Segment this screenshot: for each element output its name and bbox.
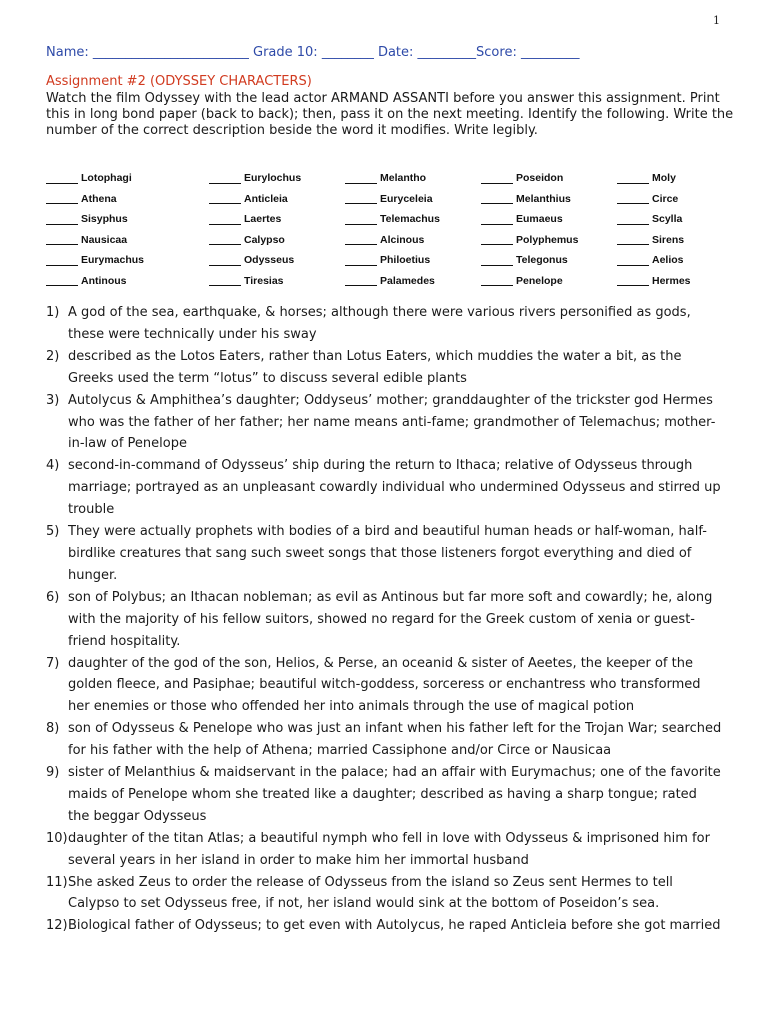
assignment-title: Assignment #2 (ODYSSEY CHARACTERS) (46, 74, 312, 89)
character-entry (46, 271, 209, 292)
character-name: Sisyphus (81, 213, 128, 226)
answer-blank[interactable] (617, 255, 649, 266)
description-item (46, 653, 722, 719)
character-entry (345, 250, 481, 271)
character-entry (46, 168, 209, 189)
answer-blank[interactable] (481, 234, 513, 245)
character-entry (617, 230, 746, 251)
description-item (46, 455, 722, 521)
description-text: son of Polybus; an Ithacan nobleman; as evil as Antinous but far more soft and cowardly; he, along with the majority of his fellow suitors, showed no regard for the Greek custom of xenia or guest-friend hospitality. (68, 589, 713, 649)
description-item (46, 828, 722, 872)
description-text: A god of the sea, earthquake, & horses; although there were various rivers personified as gods, these were technically under his sway (68, 305, 691, 342)
answer-blank[interactable] (617, 214, 649, 225)
answer-blank[interactable] (617, 275, 649, 286)
description-text: Biological father of Odysseus; to get even with Autolycus, he raped Anticleia before she got married (68, 918, 721, 934)
answer-blank[interactable] (345, 255, 377, 266)
description-item (46, 872, 722, 916)
character-entry (209, 209, 345, 230)
character-name: Telemachus (380, 213, 440, 226)
description-number: 2) (46, 348, 60, 364)
character-name: Aelios (652, 254, 684, 267)
character-name: Nausicaa (81, 233, 128, 246)
description-item (46, 302, 722, 346)
character-entry (617, 250, 746, 271)
character-entry (481, 209, 617, 230)
answer-blank[interactable] (209, 255, 241, 266)
character-name: Anticleia (244, 192, 288, 205)
answer-blank[interactable] (209, 193, 241, 204)
character-entry (481, 168, 617, 189)
answer-blank[interactable] (209, 214, 241, 225)
character-entry (209, 168, 345, 189)
answer-blank[interactable] (46, 214, 78, 225)
answer-blank[interactable] (345, 275, 377, 286)
description-number: 4) (46, 458, 60, 474)
description-text: daughter of the titan Atlas; a beautiful nymph who fell in love with Odysseus & imprisoned him for several years in her island in order to make him her immortal husband (68, 830, 710, 868)
character-name: Laertes (244, 213, 282, 226)
description-item (46, 915, 722, 937)
answer-blank[interactable] (46, 255, 78, 266)
character-entry (46, 209, 209, 230)
character-entry (481, 189, 617, 210)
answer-blank[interactable] (481, 193, 513, 204)
character-names-grid (46, 168, 746, 291)
character-name: Philoetius (380, 254, 431, 267)
description-text: sister of Melanthius & maidservant in the palace; had an affair with Eurymachus; one of the favorite maids of Penelope whom she treated like a daughter; described as having a sharp tongue; rated the beggar Odysseus (68, 765, 721, 824)
character-name: Circe (652, 192, 679, 205)
answer-blank[interactable] (481, 255, 513, 266)
character-name: Sirens (652, 233, 685, 246)
character-entry (481, 250, 617, 271)
character-entry (481, 271, 617, 292)
instructions-paragraph: Watch the film Odyssey with the lead actor ARMAND ASSANTI before you answer this assignment. Print this in long bond paper (back to back); then, pass it on the next meeting. Identify the following. Write the number of the correct description beside the word it modifies. Write legibly. (46, 91, 734, 138)
character-entry (46, 230, 209, 251)
character-name: Telegonus (516, 254, 568, 267)
description-item (46, 346, 722, 390)
character-name: Poseidon (516, 172, 564, 185)
description-text: Autolycus & Amphithea’s daughter; Oddyseus’ mother; granddaughter of the trickster god Hermes who was the father of her father; her name means anti-fame; grandmother of Telemachus; mother-in-law of Penelope (68, 392, 716, 452)
description-number: 11) (46, 874, 68, 890)
character-entry (617, 209, 746, 230)
character-entry (345, 209, 481, 230)
character-entry (617, 189, 746, 210)
description-text: She asked Zeus to order the release of Odysseus from the island so Zeus sent Hermes to tell Calypso to set Odysseus free, if not, her island would sink at the bottom of Poseidon’s sea. (68, 874, 673, 912)
character-entry (46, 189, 209, 210)
answer-blank[interactable] (617, 173, 649, 184)
description-text: second-in-command of Odysseus’ ship during the return to Ithaca; relative of Odysseus through marriage; portrayed as an unpleasant cowardly individual who undermined Odysseus and stirred up trouble (68, 458, 721, 518)
answer-blank[interactable] (46, 193, 78, 204)
character-name: Alcinous (380, 233, 425, 246)
character-entry (345, 168, 481, 189)
character-name: Penelope (516, 274, 563, 287)
description-number: 12) (46, 918, 68, 934)
character-name: Moly (652, 172, 676, 185)
description-text: son of Odysseus & Penelope who was just an infant when his father left for the Trojan War; searched for his father with the help of Athena; married Cassiphone and/or Circe or Nausicaa (68, 721, 722, 759)
description-item (46, 718, 722, 762)
description-number: 1) (46, 305, 60, 320)
character-name: Calypso (244, 233, 285, 246)
character-name: Scylla (652, 213, 683, 226)
description-number: 6) (46, 589, 60, 605)
character-entry (345, 271, 481, 292)
character-entry (209, 230, 345, 251)
answer-blank[interactable] (46, 173, 78, 184)
answer-blank[interactable] (345, 193, 377, 204)
answer-blank[interactable] (481, 173, 513, 184)
answer-blank[interactable] (209, 275, 241, 286)
character-name: Melantho (380, 172, 427, 185)
character-name: Odysseus (244, 254, 295, 267)
character-name: Eumaeus (516, 213, 563, 226)
character-name: Lotophagi (81, 172, 132, 185)
description-number: 3) (46, 392, 60, 408)
description-item (46, 762, 722, 828)
character-name: Athena (81, 192, 117, 205)
answer-blank[interactable] (46, 275, 78, 286)
character-name: Eurylochus (244, 172, 302, 185)
character-name: Antinous (81, 274, 127, 287)
answer-blank[interactable] (345, 234, 377, 245)
description-number: 10) (46, 830, 68, 846)
answer-blank[interactable] (481, 275, 513, 286)
character-name: Eurymachus (81, 254, 145, 267)
description-number: 8) (46, 721, 60, 737)
character-name: Hermes (652, 274, 691, 287)
page-number: 1 (713, 14, 720, 27)
answer-blank[interactable] (345, 173, 377, 184)
character-entry (209, 189, 345, 210)
character-entry (345, 189, 481, 210)
character-name: Euryceleia (380, 192, 433, 205)
character-entry (209, 250, 345, 271)
description-text: daughter of the god of the son, Helios, & Perse, an oceanid & sister of Aeetes, the keeper of the golden fleece, and Pasiphae; beautiful witch-goddess, sorceress or enchantress who transformed her enemies or those who offended her into animals through the use of magical potion (68, 655, 701, 715)
description-item (46, 587, 722, 653)
description-item (46, 521, 722, 587)
character-entry (481, 230, 617, 251)
description-text: described as the Lotos Eaters, rather than Lotus Eaters, which muddies the water a bit, as the Greeks used the term “lotus” to discuss several edible plants (68, 348, 682, 386)
character-entry (617, 168, 746, 189)
character-name: Polyphemus (516, 233, 579, 246)
description-number: 9) (46, 765, 60, 781)
description-number: 5) (46, 524, 60, 540)
descriptions-list (46, 302, 722, 937)
description-text: They were actually prophets with bodies of a bird and beautiful human heads or half-woman, half-birdlike creatures that sang such sweet songs that those listeners forgot everything and died of hunger. (68, 524, 707, 583)
character-entry (345, 230, 481, 251)
student-info-line: Name: ________________________ Grade 10: ________ Date: _________Score: _________ (46, 45, 580, 60)
character-name: Palamedes (380, 274, 435, 287)
answer-blank[interactable] (481, 214, 513, 225)
answer-blank[interactable] (209, 173, 241, 184)
description-item (46, 390, 722, 456)
character-entry (617, 271, 746, 292)
character-name: Tiresias (244, 274, 284, 287)
answer-blank[interactable] (617, 234, 649, 245)
answer-blank[interactable] (345, 214, 377, 225)
character-entry (209, 271, 345, 292)
answer-blank[interactable] (46, 234, 78, 245)
description-number: 7) (46, 655, 60, 671)
character-name: Melanthius (516, 192, 571, 205)
answer-blank[interactable] (209, 234, 241, 245)
answer-blank[interactable] (617, 193, 649, 204)
character-entry (46, 250, 209, 271)
